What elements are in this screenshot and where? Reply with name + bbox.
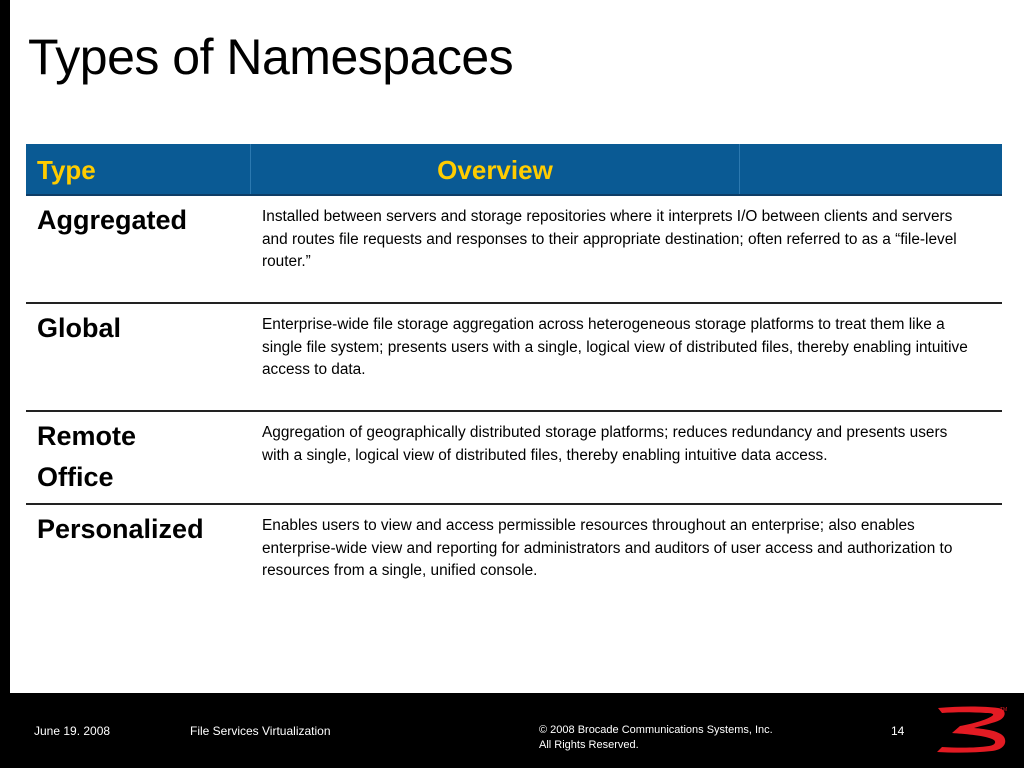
- header-cell-overview: [251, 144, 740, 194]
- header-overview-label: Overview: [437, 155, 553, 185]
- footer-copyright-line2: All Rights Reserved.: [539, 739, 639, 751]
- header-type-label: Type: [37, 155, 96, 185]
- row-overview: Installed between servers and storage repositories where it interprets I/O between clients and servers and routes file requests and responses to their appropriate destination; often referred to as a “file-level router.”: [262, 208, 957, 270]
- header-cell-empty: [740, 144, 1002, 194]
- footer-copyright: [539, 723, 773, 753]
- row-divider: [26, 503, 1002, 505]
- brocade-logo-icon: [934, 704, 1010, 756]
- header-cell-type: [26, 144, 251, 194]
- footer-topic: File Services Virtualization: [190, 724, 331, 738]
- table-header: [26, 144, 1002, 196]
- row-divider: [26, 410, 1002, 412]
- footer-page-number: 14: [891, 724, 905, 738]
- row-type: Aggregated: [37, 205, 188, 235]
- row-overview: Aggregation of geographically distributed storage platforms; reduces redundancy and presents users with a single, logical view of distributed files, thereby enabling intuitive data access.: [262, 424, 948, 464]
- row-overview: Enterprise-wide file storage aggregation across heterogeneous storage platforms to treat them like a single file system; presents users with a single, logical view of distributed files, thereby enabling intuitive access to data.: [262, 316, 968, 378]
- footer-copyright-line1: © 2008 Brocade Communications Systems, Inc.: [539, 724, 773, 736]
- row-type: Remote Office: [37, 421, 137, 492]
- page-title: Types of Namespaces: [28, 29, 514, 85]
- logo-trademark: TM: [1000, 707, 1008, 713]
- footer-date: June 19. 2008: [34, 724, 111, 738]
- row-type: Global: [37, 313, 122, 343]
- slide-canvas: [10, 0, 1024, 693]
- row-type: Personalized: [37, 514, 204, 544]
- row-divider: [26, 302, 1002, 304]
- row-overview: Enables users to view and access permissible resources throughout an enterprise; also enables enterprise-wide view and reporting for administrators and auditors of user access and authorization to resources from a single, unified console.: [262, 517, 953, 579]
